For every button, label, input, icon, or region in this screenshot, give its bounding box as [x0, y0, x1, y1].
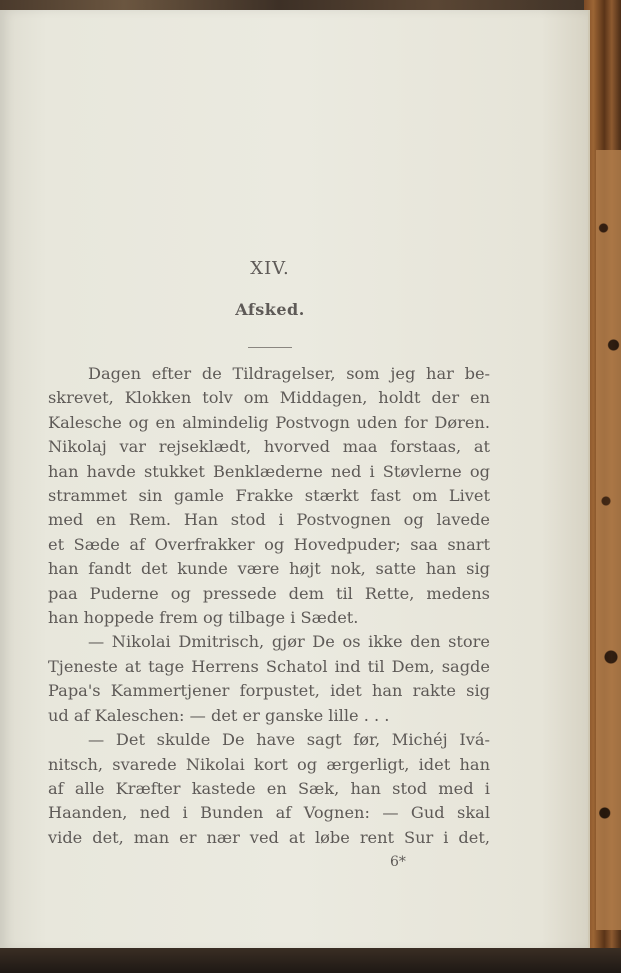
text-line: Papa's Kammertjener forpustet, idet han rakte sig: [48, 681, 490, 701]
title-divider: [248, 347, 292, 348]
text-line: et Sæde af Overfrakker og Hovedpuder; saa snart: [48, 534, 490, 554]
text-line: nitsch, svarede Nikolai kort og ærgerligt, idet han: [48, 754, 490, 774]
marbled-page-edges: [596, 150, 621, 930]
text-line: han fandt det kunde være højt nok, satte han sig: [48, 559, 490, 579]
text-line: Nikolaj var rejseklædt, hvorved maa forstaas, at: [48, 437, 490, 457]
bottom-page-edge: [0, 948, 621, 973]
text-line: af alle Kræfter kastede en Sæk, han stod med i: [48, 778, 490, 798]
text-line: med en Rem. Han stod i Postvognen og lavede: [48, 510, 490, 530]
text-line: Kalesche og en almindelig Postvogn uden for Døren.: [48, 412, 490, 432]
text-line: han havde stukket Benklæderne ned i Støvlerne og: [48, 461, 490, 481]
text-line: ud af Kaleschen: — det er ganske lille . . .: [48, 705, 390, 725]
text-line: han hoppede frem og tilbage i Sædet.: [48, 608, 359, 628]
text-line: — Nikolai Dmitrisch, gjør De os ikke den store: [88, 632, 490, 652]
text-line: skrevet, Klokken tolv om Middagen, holdt der en: [48, 388, 490, 408]
text-line: Haanden, ned i Bunden af Vognen: — Gud skal: [48, 803, 490, 823]
chapter-title: Afsked.: [235, 300, 305, 319]
text-line: strammet sin gamle Frakke stærkt fast om Livet: [48, 486, 490, 506]
book-page: [0, 10, 590, 950]
text-line: paa Puderne og pressede dem til Rette, medens: [48, 583, 490, 603]
chapter-number: XIV.: [250, 258, 290, 279]
text-line: Dagen efter de Tildragelser, som jeg har be-: [88, 364, 490, 383]
text-line: Tjeneste at tage Herrens Schatol ind til Dem, sagde: [48, 656, 490, 676]
body-text: [48, 362, 490, 850]
text-line: — Det skulde De have sagt før, Michéj Ivá-: [88, 730, 490, 750]
text-line: vide det, man er nær ved at løbe rent Sur i det,: [48, 827, 490, 847]
printer-signature-mark: 6*: [390, 854, 406, 870]
